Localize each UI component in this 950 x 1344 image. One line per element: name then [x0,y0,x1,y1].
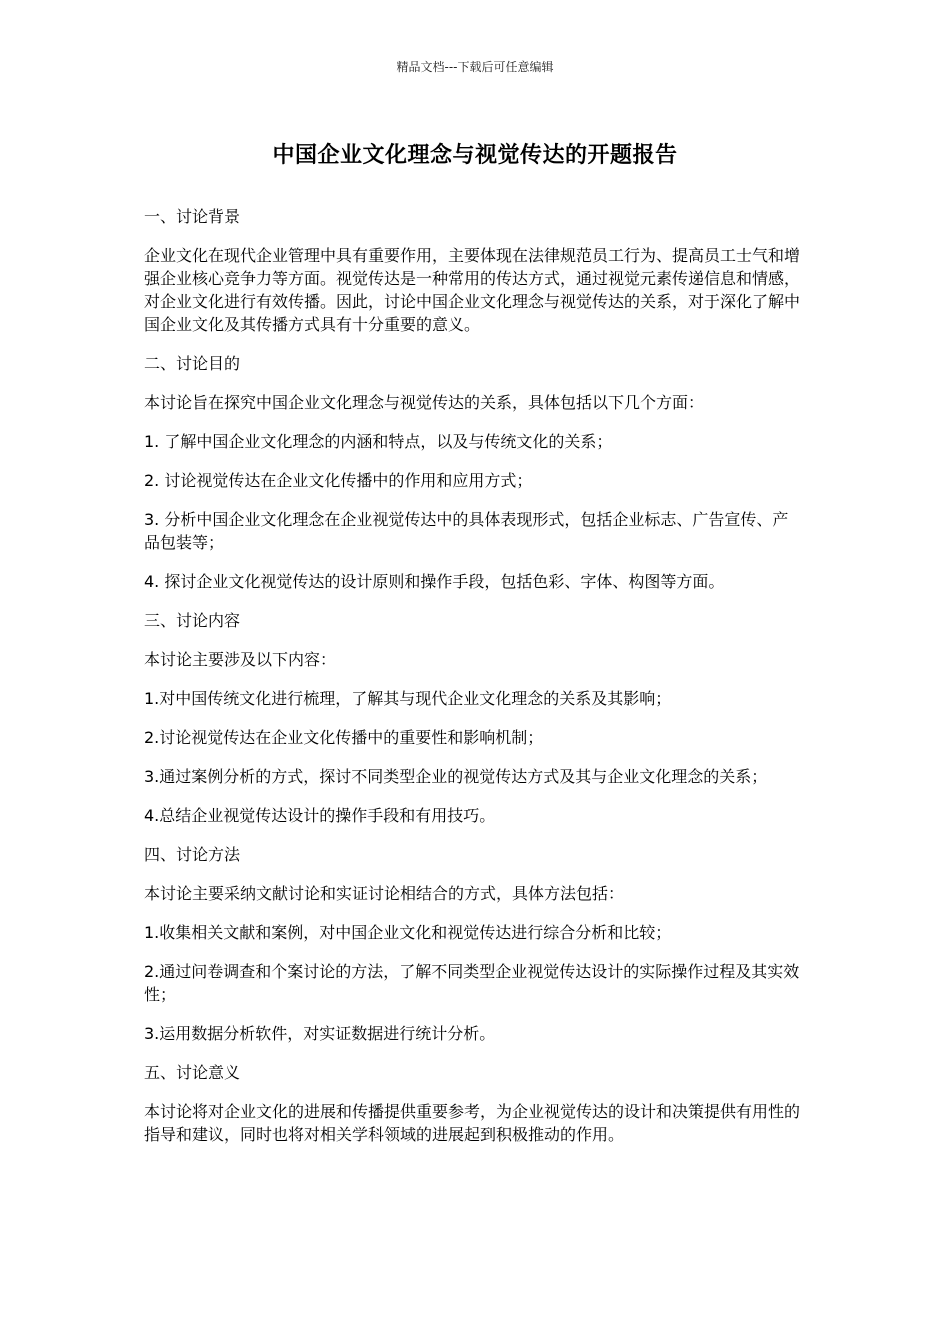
list-item-content-4: 4.总结企业视觉传达设计的操作手段和有用技巧。 [144,806,496,825]
header-note: 精品文档---下载后可任意编辑 [396,60,554,74]
document-title: 中国企业文化理念与视觉传达的开题报告 [272,143,678,168]
section-heading-purpose: 二、讨论目的 [144,354,241,373]
paragraph-content-intro: 本讨论主要涉及以下内容： [144,650,337,669]
list-item-purpose-3: 3. 分析中国企业文化理念在企业视觉传达中的具体表现形式，包括企业标志、广告宣传、产品包装等； [144,510,789,552]
list-item-purpose-1: 1. 了解中国企业文化理念的内涵和特点，以及与传统文化的关系； [144,432,613,451]
list-item-content-2: 2.讨论视觉传达在企业文化传播中的重要性和影响机制； [144,728,544,747]
section-heading-background: 一、讨论背景 [144,207,241,226]
list-item-method-3: 3.运用数据分析软件，对实证数据进行统计分析。 [144,1024,496,1043]
paragraph-method-intro: 本讨论主要采纳文献讨论和实证讨论相结合的方式，具体方法包括： [144,884,625,903]
paragraph-significance: 本讨论将对企业文化的进展和传播提供重要参考，为企业视觉传达的设计和决策提供有用性的指导和建议，同时也将对相关学科领域的进展起到积极推动的作用。 [144,1102,801,1144]
paragraph-purpose-intro: 本讨论旨在探究中国企业文化理念与视觉传达的关系，具体包括以下几个方面： [144,393,705,412]
list-item-method-2: 2.通过问卷调查和个案讨论的方法，了解不同类型企业视觉传达设计的实际操作过程及其实效性； [144,962,800,1004]
list-item-content-3: 3.通过案例分析的方式，探讨不同类型企业的视觉传达方式及其与企业文化理念的关系； [144,767,768,786]
list-item-purpose-4: 4. 探讨企业文化视觉传达的设计原则和操作手段，包括色彩、字体、构图等方面。 [144,572,725,591]
list-item-purpose-2: 2. 讨论视觉传达在企业文化传播中的作用和应用方式； [144,471,533,490]
section-heading-content: 三、讨论内容 [144,611,241,630]
list-item-content-1: 1.对中国传统文化进行梳理，了解其与现代企业文化理念的关系及其影响； [144,689,672,708]
paragraph-background: 企业文化在现代企业管理中具有重要作用，主要体现在法律规范员工行为、提高员工士气和增强企业核心竞争力等方面。视觉传达是一种常用的传达方式，通过视觉元素传递信息和情感，对企业文化进行有效传播。因此，讨论中国企业文化理念与视觉传达的关系，对于深化了解中国企业文化及其传播方式具有十分重要的意义。 [144,246,801,334]
list-item-method-1: 1.收集相关文献和案例，对中国企业文化和视觉传达进行综合分析和比较； [144,923,672,942]
section-heading-method: 四、讨论方法 [144,845,241,864]
section-heading-significance: 五、讨论意义 [144,1063,241,1082]
document-body [144,205,804,1162]
